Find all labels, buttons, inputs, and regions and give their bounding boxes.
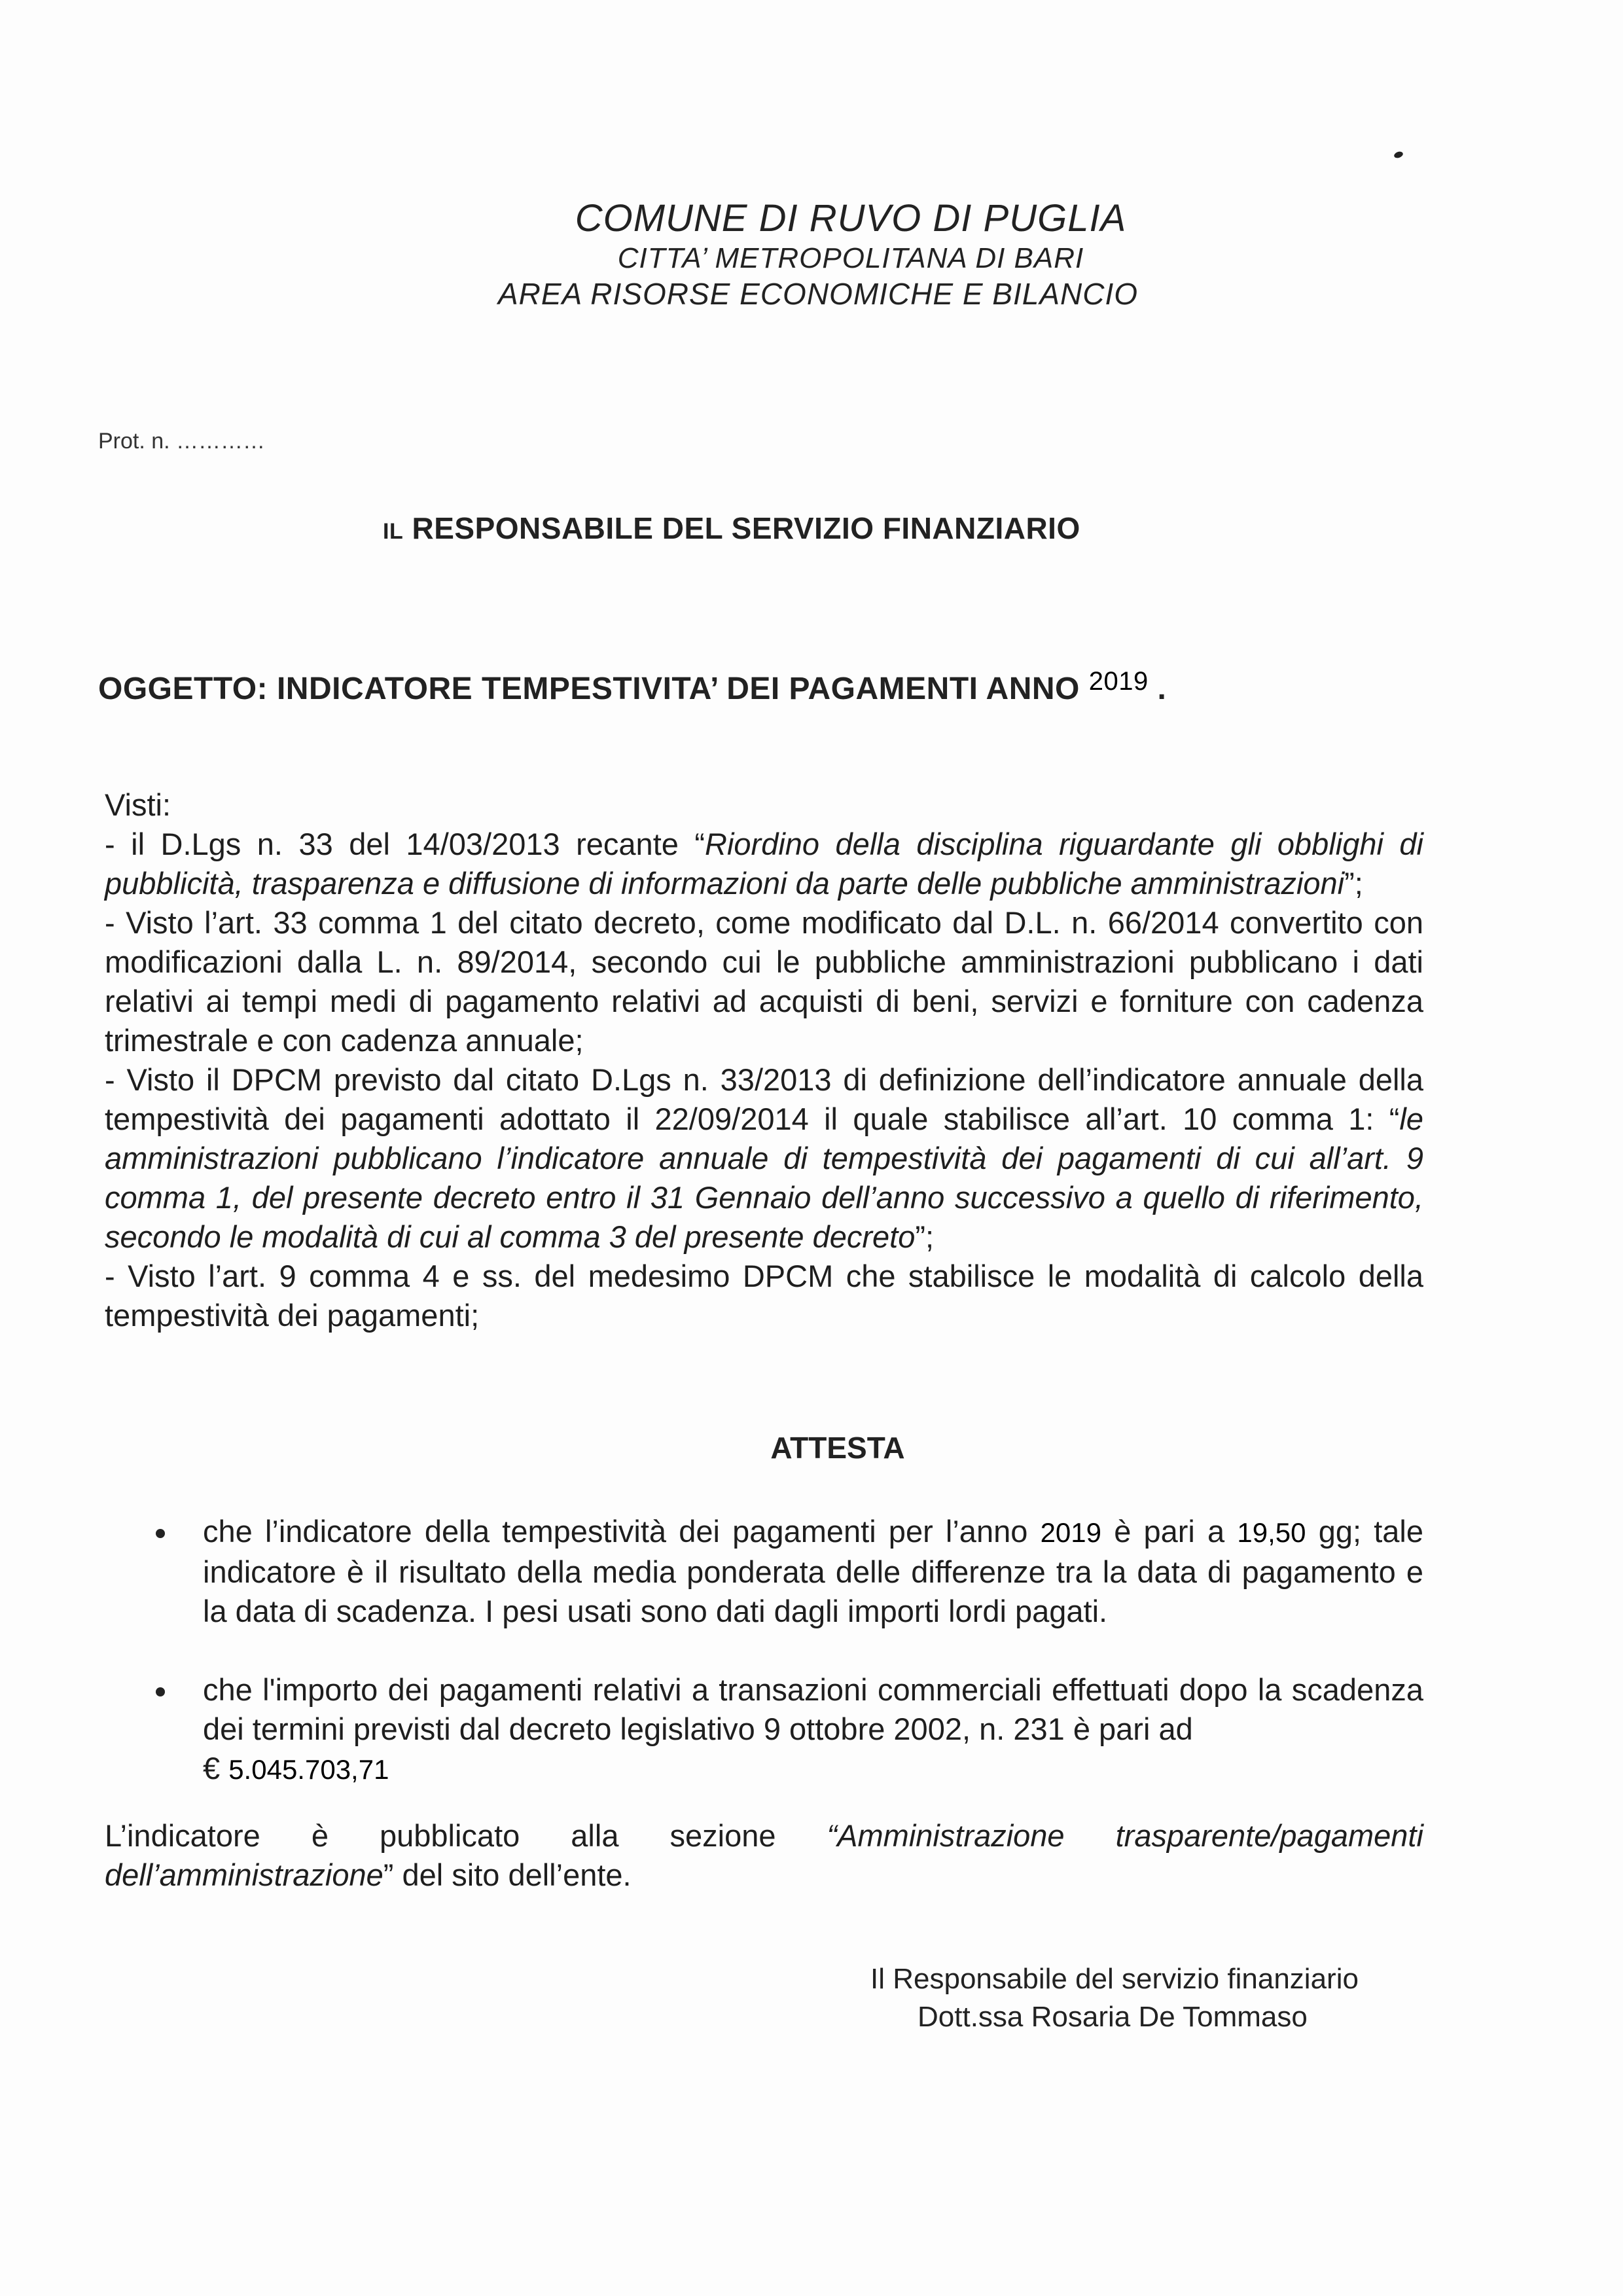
premise-text: ”; <box>915 1219 935 1254</box>
protocol-number: Prot. n. ………… <box>98 429 266 454</box>
signatory-role: Il Responsabile del servizio finanziario <box>870 1963 1359 1995</box>
premise-text: - Visto il DPCM previsto dal citato D.Lgs n. 33/2013 di definizione dell’indicatore annuale della tempestività dei pagamenti adottato il 22/09/2014 il quale stabilisce all’art. 10 comma 1: “ <box>105 1062 1423 1136</box>
issuer-title <box>383 511 1080 546</box>
attestation-year: 2019 <box>1040 1517 1101 1548</box>
scan-speck <box>1393 151 1404 159</box>
subject-label: OGGETTO: INDICATORE TEMPESTIVITA’ DEI PAGAMENTI ANNO <box>98 672 1080 706</box>
section-name: dell’amministrazione <box>105 1857 383 1892</box>
section-name: “Amministrazione <box>827 1818 1065 1853</box>
publication-word: L’indicatore <box>105 1818 260 1853</box>
attestation-text: gg; tale indicatore è il risultato della media ponderata delle differenze tra la data di pagamento e la data di scadenza. I pesi usati sono dati dagli importi lordi pagati. <box>203 1514 1423 1628</box>
premise-item: - Visto l’art. 33 comma 1 del citato decreto, come modificato dal D.L. n. 66/2014 convertito con modificazioni dalla L. n. 89/2014, secondo cui le pubbliche amministrazioni pubblicano i dati relativi ai tempi medi di pagamento relativi ad acquisti di beni, servizi e forniture con cadenza trimestrale e con cadenza annuale; <box>105 905 1423 1058</box>
publication-text: ” del sito dell’ente. <box>383 1857 632 1892</box>
premise-item <box>105 825 1423 903</box>
signatory-name: Dott.ssa Rosaria De Tommaso <box>918 2001 1308 2033</box>
premises-heading: Visti: <box>105 787 171 822</box>
premises-section <box>105 785 1423 1335</box>
attestation-item <box>105 1512 1423 1631</box>
currency-symbol: € <box>203 1751 221 1785</box>
issuer-role: RESPONSABILE DEL SERVIZIO FINANZIARIO <box>412 511 1080 545</box>
attestation-text: che l’indicatore della tempestività dei pagamenti per l’anno <box>203 1514 1028 1549</box>
bullet-icon <box>156 1529 165 1538</box>
signature-block <box>870 1960 1359 2036</box>
attestation-list <box>105 1512 1423 1829</box>
department-name: AREA RISORSE ECONOMICHE E BILANCIO <box>497 277 1139 311</box>
premise-quote: le amministrazioni pubblicano l’indicatore annuale di tempestività dei pagamenti di cui all’art. 9 comma 1, del presente decreto entro il 31 Gennaio dell’anno successivo a quello di riferimento, secondo le modalità di cui al comma 3 del presente decreto <box>105 1102 1423 1254</box>
premise-item <box>105 1060 1423 1257</box>
publication-note <box>105 1816 1423 1895</box>
attesta-heading: ATTESTA <box>770 1431 905 1465</box>
metropolitan-city: CITTA’ METROPOLITANA DI BARI <box>617 242 1084 274</box>
attestation-text: è pari a <box>1114 1514 1225 1549</box>
publication-word: pubblicato <box>379 1818 520 1853</box>
attestation-item <box>105 1670 1423 1789</box>
subject-line <box>98 667 1167 707</box>
premise-text: ”; <box>1344 866 1363 901</box>
publication-line <box>105 1856 1423 1895</box>
late-payments-amount: 5.045.703,71 <box>228 1754 389 1785</box>
subject-suffix: . <box>1157 672 1167 706</box>
premise-text: - il D.Lgs n. 33 del 14/03/2013 recante “ <box>105 827 705 861</box>
bullet-icon <box>156 1687 165 1696</box>
publication-word: è <box>311 1818 329 1853</box>
publication-line <box>105 1816 1423 1856</box>
municipality-name: COMUNE DI RUVO DI PUGLIA <box>575 197 1127 240</box>
section-name: trasparente/pagamenti <box>1115 1818 1423 1853</box>
issuer-prefix: IL <box>383 519 404 544</box>
premise-item: - Visto l’art. 9 comma 4 e ss. del medesimo DPCM che stabilisce le modalità di calcolo della tempestività dei pagamenti; <box>105 1259 1423 1333</box>
attestation-text: che l'importo dei pagamenti relativi a transazioni commerciali effettuati dopo la scadenza dei termini previsti dal decreto legislativo 9 ottobre 2002, n. 231 è pari ad <box>203 1672 1423 1746</box>
premise-quote: Riordino della disciplina riguardante gli obblighi di pubblicità, trasparenza e diffusione di informazioni da parte delle pubbliche amministrazioni <box>105 827 1423 901</box>
publication-word: sezione <box>669 1818 776 1853</box>
subject-year: 2019 <box>1088 667 1149 696</box>
indicator-value: 19,50 <box>1237 1517 1306 1548</box>
publication-word: alla <box>571 1818 619 1853</box>
